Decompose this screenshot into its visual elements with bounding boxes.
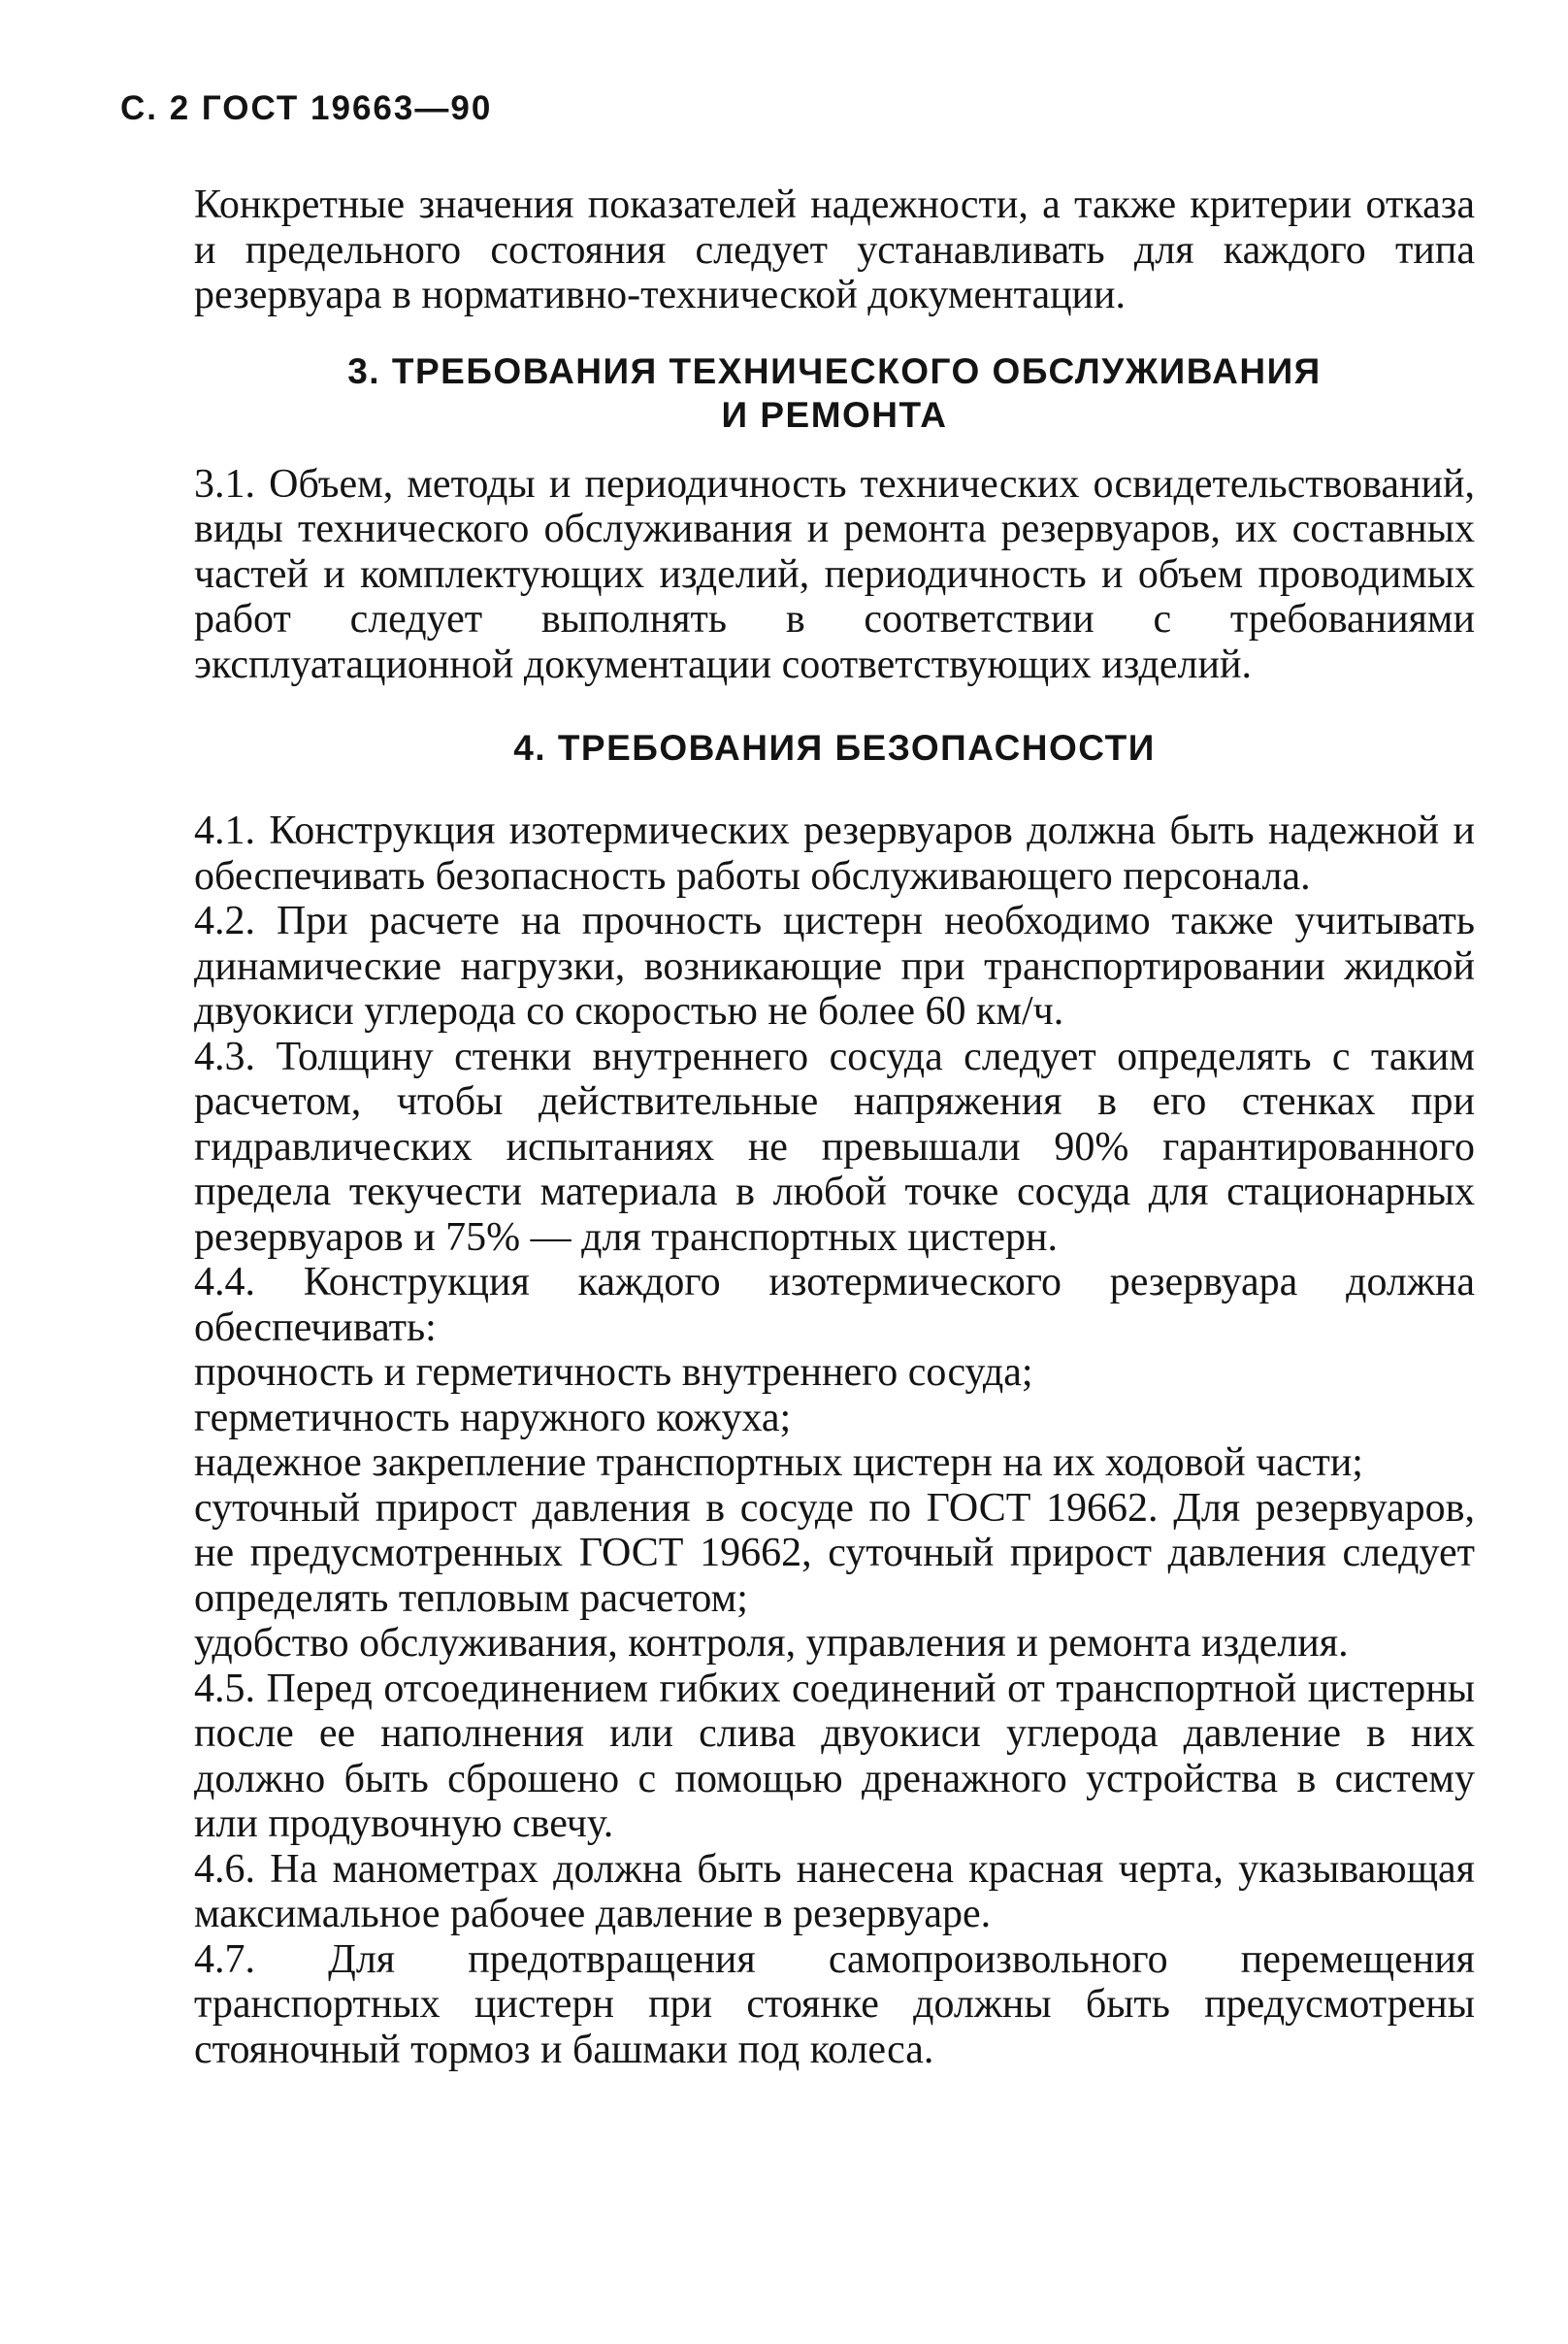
list-item-4-4-3: надежное закрепление транспортных цистерн на их ходовой части;: [194, 1440, 1363, 1485]
intro-paragraph: Конкретные значения показателей надежности, а также критерии отказа и предельного состояния следует устанавливать для каждого типа резервуара в нормативно-технической документации.: [194, 182, 1475, 317]
paragraph-4-7: 4.7. Для предотвращения самопроизвольного перемещения транспортных цистерн при стоянке должны быть предусмотрены стояночный тормоз и башмаки под колеса.: [194, 1936, 1475, 2072]
section-3-title-line-1: 3. ТРЕБОВАНИЯ ТЕХНИЧЕСКОГО ОБСЛУЖИВАНИЯ: [347, 350, 1322, 391]
section-4-title: 4. ТРЕБОВАНИЯ БЕЗОПАСНОСТИ: [513, 728, 1156, 768]
page-body: [194, 182, 1475, 2072]
paragraph-3-1: 3.1. Объем, методы и периодичность технических освидетельствований, виды технического обслуживания и ремонта резервуаров, их составных частей и комплектующих изделий, периодичность и объем проводимых работ следует выполнять в соответствии с требованиями эксплуатационной документации соответствующих изделий.: [194, 461, 1475, 687]
paragraph-4-5: 4.5. Перед отсоединением гибких соединений от транспортной цистерны после ее наполнения или слива двуокиси углерода давление в них должно быть сброшено с помощью дренажного устройства в систему или продувочную свечу.: [194, 1666, 1475, 1846]
section-3-title: [194, 349, 1475, 437]
paragraph-4-4: 4.4. Конструкция каждого изотермического резервуара должна обеспечивать:: [194, 1260, 1475, 1350]
list-item-4-4-2: герметичность наружного кожуха;: [194, 1395, 792, 1440]
paragraph-4-6: 4.6. На манометрах должна быть нанесена красная черта, указывающая максимальное рабочее давление в резервуаре.: [194, 1846, 1475, 1936]
list-item-4-4-1: прочность и герметичность внутреннего сосуда;: [194, 1350, 1033, 1395]
paragraph-4-2: 4.2. При расчете на прочность цистерн необходимо также учитывать динамические нагрузки, возникающие при транспортировании жидкой двуокиси углерода со скоростью не более 60 км/ч.: [194, 899, 1475, 1034]
paragraph-4-1: 4.1. Конструкция изотермических резервуаров должна быть надежной и обеспечивать безопасность работы обслуживающего персонала.: [194, 809, 1475, 899]
running-head: С. 2 ГОСТ 19663—90: [120, 89, 493, 127]
list-item-4-4-4: суточный прирост давления в сосуде по ГОСТ 19662. Для резервуаров, не предусмотренных ГОСТ 19662, суточный прирост давления следует определять тепловым расчетом;: [194, 1485, 1475, 1621]
section-3-title-line-2: И РЕМОНТА: [721, 394, 948, 435]
list-item-4-4-5: удобство обслуживания, контроля, управления и ремонта изделия.: [194, 1621, 1349, 1666]
paragraph-4-3: 4.3. Толщину стенки внутреннего сосуда следует определять с таким расчетом, чтобы действительные напряжения в его стенках при гидравлических испытаниях не превышали 90% гарантированного предела текучести материала в любой точке сосуда для стационарных резервуаров и 75% — для транспортных цистерн.: [194, 1034, 1475, 1260]
